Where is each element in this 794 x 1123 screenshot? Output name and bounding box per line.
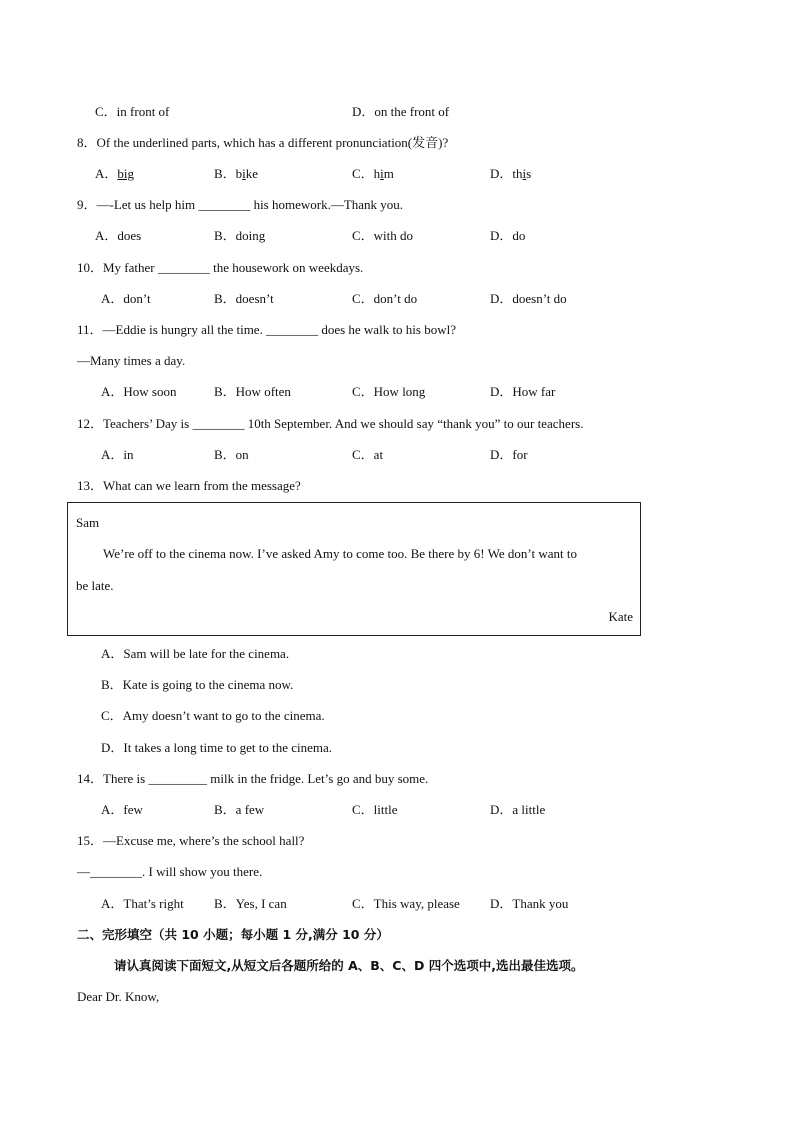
q10-stem: 10．My father ________ the housework on weekdays.: [77, 260, 364, 275]
q11-option-a: A．How soon: [101, 384, 177, 399]
q9-option-a: A．does: [95, 228, 142, 243]
q11-answer-line: —Many times a day.: [77, 353, 186, 368]
message-box: [67, 502, 641, 636]
message-recipient: Sam: [76, 515, 100, 530]
q13-option-b: B．Kate is going to the cinema now.: [101, 677, 294, 692]
q14-option-d: D．a little: [490, 802, 546, 817]
message-body-line-2: be late.: [76, 578, 114, 593]
q9-option-c: C．with do: [352, 228, 414, 243]
q12-stem: 12．Teachers’ Day is ________ 10th September. And we should say “thank you” to our teachers.: [77, 416, 584, 431]
q9-option-d: D．do: [490, 228, 526, 243]
q10-option-c: C．don’t do: [352, 291, 418, 306]
q7-option-c: C．in front of: [95, 104, 170, 119]
q13-option-c: C．Amy doesn’t want to go to the cinema.: [101, 708, 325, 723]
section-instruction: 请认真阅读下面短文,从短文后各题所给的 A、B、C、D 四个选项中,选出最佳选项。: [114, 958, 584, 973]
q15-answer-line: —________. I will show you there.: [77, 864, 263, 879]
q15-stem: 15．—Excuse me, where’s the school hall?: [77, 833, 305, 848]
q7-option-d: D．on the front of: [352, 104, 450, 119]
q15-option-d: D．Thank you: [490, 896, 569, 911]
q8-option-a: A．big: [95, 166, 135, 181]
q15-option-c: C．This way, please: [352, 896, 460, 911]
q13-stem: 13．What can we learn from the message?: [77, 478, 301, 493]
message-sender: Kate: [608, 609, 633, 624]
q9-stem: 9．—-Let us help him ________ his homework.—Thank you.: [77, 197, 404, 212]
q13-option-d: D．It takes a long time to get to the cinema.: [101, 740, 333, 755]
q12-option-b: B．on: [214, 447, 249, 462]
q13-option-a: A．Sam will be late for the cinema.: [101, 646, 290, 661]
q11-option-c: C．How long: [352, 384, 426, 399]
message-body-line-1: We’re off to the cinema now. I’ve asked Amy to come too. Be there by 6! We don’t want to: [103, 546, 577, 561]
letter-salutation: Dear Dr. Know,: [77, 989, 160, 1004]
q12-option-d: D．for: [490, 447, 528, 462]
q12-option-c: C．at: [352, 447, 384, 462]
section-heading: 二、完形填空（共 10 小题；每小题 1 分,满分 10 分）: [77, 927, 389, 942]
q15-option-a: A．That’s right: [101, 896, 184, 911]
q9-option-b: B．doing: [214, 228, 266, 243]
q8-option-c: C．him: [352, 166, 394, 181]
q10-option-a: A．don’t: [101, 291, 151, 306]
q14-option-c: C．little: [352, 802, 398, 817]
q8-option-b: B．bike: [214, 166, 259, 181]
q8-option-d: D．this: [490, 166, 532, 181]
q11-stem: 11．—Eddie is hungry all the time. ________ does he walk to his bowl?: [77, 322, 456, 337]
q14-option-a: A．few: [101, 802, 143, 817]
q14-stem: 14．There is _________ milk in the fridge. Let’s go and buy some.: [77, 771, 429, 786]
q8-stem: 8．Of the underlined parts, which has a different pronunciation(发音)?: [77, 135, 449, 150]
q10-option-d: D．doesn’t do: [490, 291, 567, 306]
q12-option-a: A．in: [101, 447, 134, 462]
q11-option-d: D．How far: [490, 384, 556, 399]
q14-option-b: B．a few: [214, 802, 265, 817]
q11-option-b: B．How often: [214, 384, 291, 399]
q10-option-b: B．doesn’t: [214, 291, 274, 306]
q15-option-b: B．Yes, I can: [214, 896, 287, 911]
